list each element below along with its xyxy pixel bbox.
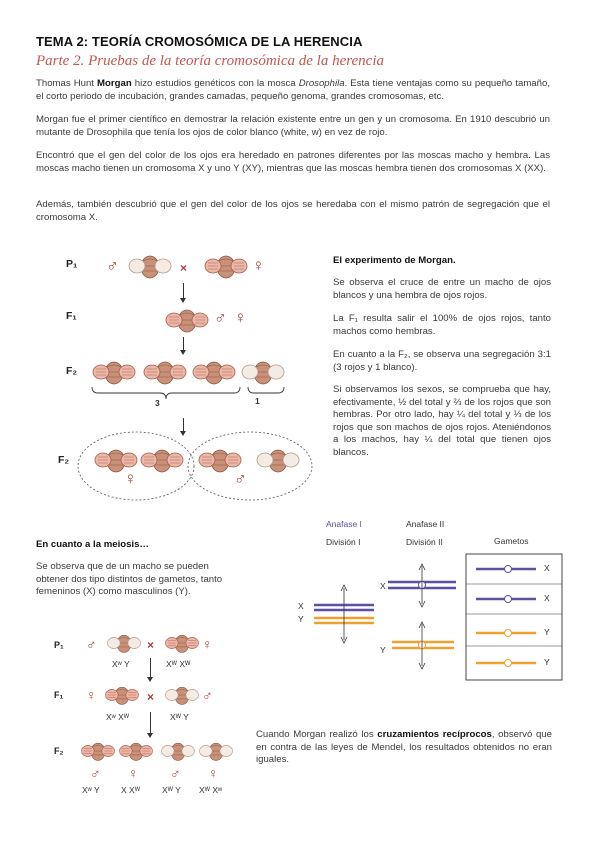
reciprocal-text-c: , observó que en contra de las leyes de Mendel, los resultados obtenidos no eran iguales. [256,729,552,766]
division-2-label: División II [406,537,443,547]
experiment-heading: El experimento de Morgan. [333,255,456,266]
fly-red-eyed-icon [92,358,136,386]
genotype-label: Xᵂ Y [162,785,181,795]
genotype-label: Xᵂ Xᵂ [166,659,191,669]
male-symbol: ♂ [170,765,181,781]
meiosis-heading: En cuanto a la meiosis… [36,539,150,550]
genotype-label: Xᵂ Y [170,712,189,722]
reciprocal-bold: cruzamientos recíprocos [377,729,492,740]
ratio-one: 1 [255,396,260,406]
male-symbol: ♂ [202,687,213,703]
down-arrow [183,337,184,351]
gen-label-p1: P₁ [66,258,78,270]
gametos-label: Gametos [494,536,529,546]
gamete-y-label: Y [544,627,550,637]
experiment-paragraph-2: La F₁ resulta salir el 100% de ojos rojos, tanto machos como hembras. [333,313,551,337]
experiment-paragraph-3: En cuanto a la F₂, se observa una segregación 3:1 (3 rojos y 1 blanco). [333,349,551,373]
gen-label-f2: F₂ [54,746,64,756]
intro-p1-text-c: hizo estudios genéticos con la mosca [131,78,299,89]
genotype-label: Xʷ Y [112,659,130,669]
female-symbol: ♀ [202,636,213,652]
section-subtitle: Parte 2. Pruebas de la teoría cromosómica de la herencia [36,53,384,69]
male-symbol: ♂ [106,256,119,275]
meiosis-chromosome-figure [296,548,566,684]
gen-label-p1: P₁ [54,640,64,650]
gamete-y-label: Y [544,657,550,667]
genotype-label: Xᵂ Xʷ [199,785,223,795]
div2-y-label: Y [380,645,386,655]
reciprocal-paragraph [256,729,552,767]
div1-y-label: Y [298,614,304,624]
down-arrow [150,712,151,734]
div1-x-label: X [298,601,304,611]
fly-white-eyed-icon [128,252,172,280]
intro-p1-bold: Morgan [97,78,132,89]
female-symbol: ♀ [86,687,97,703]
intro-paragraph-4: Además, también descubrió que el gen del color de los ojos se heredaba con el mismo patrón de segregación que el cromosoma X. [36,199,550,223]
male-symbol: ♂ [214,308,227,327]
gen-label-f2: F₂ [66,365,78,377]
genotype-label: Xʷ Y [82,785,100,795]
anafase-1-label: Anafase I [326,519,362,529]
female-symbol: ♀ [252,256,265,275]
fly-red-eyed-icon [204,252,248,280]
intro-paragraph-2: Morgan fue el primer científico en demostrar la relación existente entre un gen y un cromosoma. En 1910 descubrió un mutante de Drosophila que tenía los ojos de color blanco (white, w) en vez de rojo. [36,114,550,138]
cross-symbol: × [180,261,188,275]
gen-label-f1: F₁ [54,690,64,700]
intro-paragraph-1 [36,78,550,103]
male-symbol: ♂ [86,636,97,652]
ratio-three: 3 [155,398,160,408]
fly-red-eyed-icon [80,740,116,762]
down-arrow [183,283,184,299]
reciprocal-text-a: Cuando Morgan realizó los [256,729,378,740]
fly-white-eyed-icon [241,358,285,386]
gamete-x-label: X [544,563,550,573]
fly-red-eyed-icon [118,740,154,762]
experiment-paragraph-1: Se observa el cruce de entre un macho de ojos blancos y una hembra de ojos rojos. [333,277,551,301]
gen-label-f1: F₁ [66,310,77,322]
female-symbol: ♀ [124,469,137,488]
cross-symbol: × [147,690,155,704]
meiosis-paragraph: Se observa que de un macho se pueden obtener dos tipo distintos de gametos, tanto femeninos (X) como masculinos (Y). [36,561,223,598]
fly-red-eyed-icon [164,632,200,654]
female-symbol: ♀ [234,308,247,327]
male-symbol: ♂ [234,469,247,488]
fly-white-eyed-icon [198,740,234,762]
female-symbol: ♀ [208,765,219,781]
fly-red-eyed-icon [165,306,209,334]
fly-red-eyed-icon [192,358,236,386]
female-symbol: ♀ [128,765,139,781]
div2-x-label: X [380,581,386,591]
fly-white-eyed-icon [160,740,196,762]
intro-paragraph-3: Encontró que el gen del color de los ojos era heredado en patrones diferentes por las moscas macho y hembra. Las moscas macho tienen un cromosoma X y uno Y (XY), mientras que las moscas hembra tienen dos cromosomas X (XX). [36,150,550,174]
fly-red-eyed-icon [143,358,187,386]
intro-p1-italic: Drosophila [298,78,345,89]
division-1-label: División I [326,537,361,547]
gamete-x-label: X [544,593,550,603]
genotype-label: X Xᵂ [121,785,140,795]
fly-white-eyed-icon [164,684,200,706]
genotype-label: Xʷ Xᵂ [106,712,130,722]
fly-white-eyed-icon [106,632,142,654]
gen-label-f2-sexed: F₂ [58,454,70,466]
down-arrow [150,658,151,678]
experiment-paragraph-4: Si observamos los sexos, se comprueba que hay, efectivamente, ½ del total y ⅔ de los rojos que son hembras. Por otro lado, hay ¼ del total y ⅓ de los rojos que son machos de ojos rojos. Ateniéndonos a los machos, hay ¼ del total que tienen ojos blancos. [333,384,551,458]
intro-p1-text-a: Thomas Hunt [36,78,98,89]
anafase-2-label: Anafase II [406,519,445,529]
page-title: TEMA 2: TEORÍA CROMOSÓMICA DE LA HERENCIA [36,34,363,49]
fly-red-eyed-icon [104,684,140,706]
fly-white-eyed-icon [256,446,300,474]
fly-red-eyed-icon [140,446,184,474]
male-symbol: ♂ [90,765,101,781]
intro-p1-text-e: . Esta tiene ventajas como su pequeño tamaño, el corto periodo de incubación, grandes camadas, pequeño genoma, grandes cromosomas, etc. [36,78,550,102]
cross-symbol: × [147,638,155,652]
